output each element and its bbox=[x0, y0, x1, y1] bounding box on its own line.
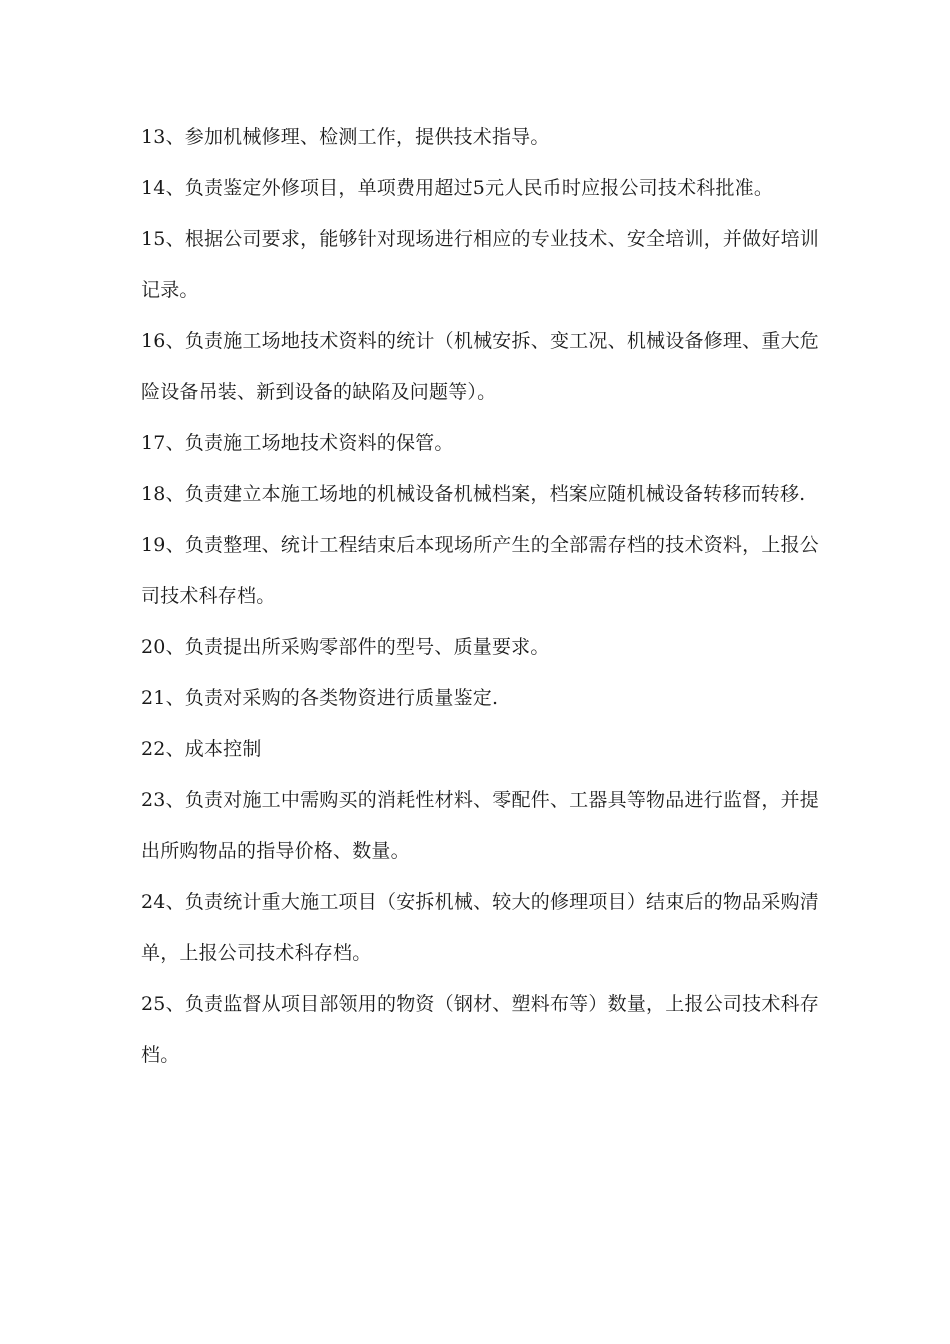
paragraph-item-15: 15、根据公司要求，能够针对现场进行相应的专业技术、安全培训，并做好培训记录。 bbox=[141, 228, 819, 301]
paragraph-item-20: 20、负责提出所采购零部件的型号、质量要求。 bbox=[141, 636, 550, 658]
paragraph-item-21: 21、负责对采购的各类物资进行质量鉴定. bbox=[141, 687, 499, 709]
paragraph-item-22: 22、成本控制 bbox=[141, 738, 262, 760]
document-body bbox=[141, 112, 819, 1081]
paragraph-item-23: 23、负责对施工中需购买的消耗性材料、零配件、工器具等物品进行监督，并提出所购物品的指导价格、数量。 bbox=[141, 789, 819, 862]
paragraph-item-16: 16、负责施工场地技术资料的统计（机械安拆、变工况、机械设备修理、重大危险设备吊装、新到设备的缺陷及问题等）。 bbox=[141, 330, 819, 403]
paragraph-item-14: 14、负责鉴定外修项目，单项费用超过5元人民币时应报公司技术科批准。 bbox=[141, 177, 774, 199]
paragraph-item-18: 18、负责建立本施工场地的机械设备机械档案，档案应随机械设备转移而转移. bbox=[141, 483, 806, 505]
paragraph-item-13: 13、参加机械修理、检测工作，提供技术指导。 bbox=[141, 126, 550, 148]
paragraph-item-25: 25、负责监督从项目部领用的物资（钢材、塑料布等）数量，上报公司技术科存档。 bbox=[141, 993, 819, 1066]
paragraph-item-19: 19、负责整理、统计工程结束后本现场所产生的全部需存档的技术资料，上报公司技术科存档。 bbox=[141, 534, 819, 607]
paragraph-item-17: 17、负责施工场地技术资料的保管。 bbox=[141, 432, 454, 454]
paragraph-item-24: 24、负责统计重大施工项目（安拆机械、较大的修理项目）结束后的物品采购清单，上报公司技术科存档。 bbox=[141, 891, 819, 964]
